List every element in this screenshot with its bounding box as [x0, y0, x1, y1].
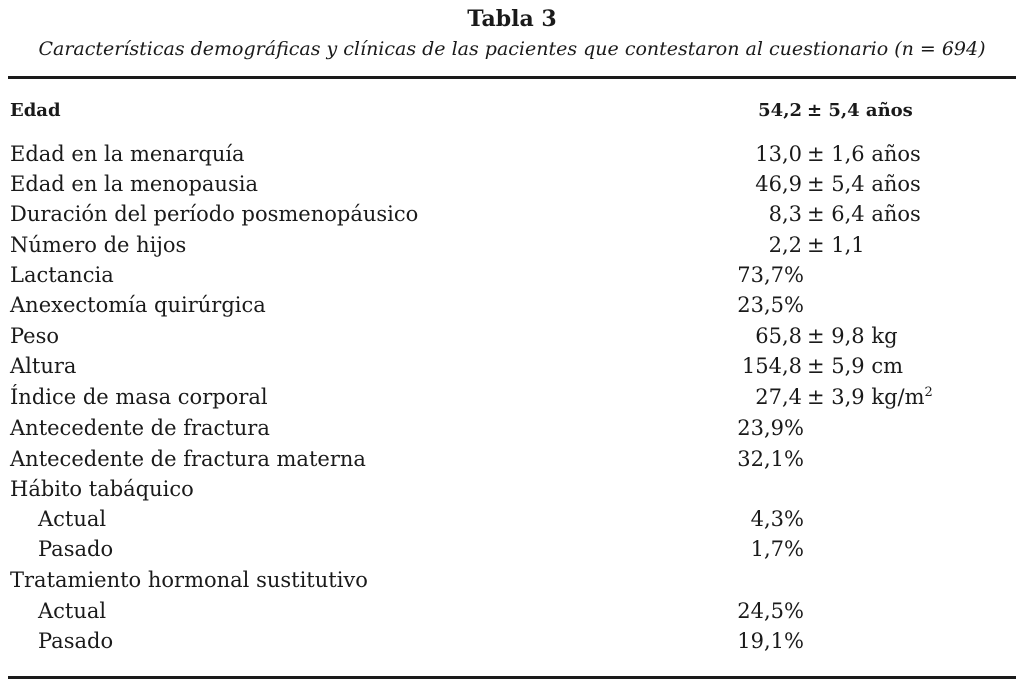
table-row	[0, 413, 1024, 443]
row-value: 23,9%	[737, 416, 804, 440]
top-rule	[8, 76, 1016, 79]
row-value-sd: ± 5,4 años	[807, 172, 921, 196]
row-value: 65,8	[755, 324, 802, 348]
row-label: Pasado	[38, 537, 114, 561]
row-value: 73,7%	[737, 263, 804, 287]
row-label: Antecedente de fractura	[10, 416, 270, 440]
table-row-group	[0, 565, 1024, 595]
unit-superscript: 2	[924, 385, 933, 400]
table-row	[0, 351, 1024, 381]
row-value: 54,2	[758, 100, 802, 121]
table-row-edad	[0, 96, 1024, 126]
table-row	[0, 139, 1024, 169]
row-value: 46,9	[755, 172, 802, 196]
row-label: Altura	[10, 354, 77, 378]
table-row	[0, 504, 1024, 534]
row-label: Tratamiento hormonal sustitutivo	[10, 568, 368, 592]
table-row	[0, 596, 1024, 626]
row-label: Actual	[38, 507, 107, 531]
table-row	[0, 321, 1024, 351]
row-label: Edad	[10, 100, 61, 121]
row-value-sd	[807, 382, 933, 412]
row-label: Número de hijos	[10, 233, 187, 257]
table-row	[0, 626, 1024, 656]
row-value: 32,1%	[737, 447, 804, 471]
row-value-sd: ± 5,9 cm	[807, 354, 904, 378]
row-value-sd: ± 6,4 años	[807, 202, 921, 226]
bottom-rule	[8, 676, 1016, 679]
table-row	[0, 382, 1024, 412]
row-label: Edad en la menopausia	[10, 172, 258, 196]
row-value-sd: ± 1,6 años	[807, 142, 921, 166]
table-row	[0, 534, 1024, 564]
table-row	[0, 230, 1024, 260]
row-label: Duración del período posmenopáusico	[10, 202, 419, 226]
table-row	[0, 260, 1024, 290]
row-value: 19,1%	[737, 629, 804, 653]
row-label: Anexectomía quirúrgica	[10, 293, 266, 317]
row-value: 24,5%	[737, 599, 804, 623]
row-label: Lactancia	[10, 263, 114, 287]
row-value-sd: ± 1,1	[807, 233, 865, 257]
row-label: Peso	[10, 324, 60, 348]
row-value: 4,3%	[750, 507, 804, 531]
row-label: Antecedente de fractura materna	[10, 447, 366, 471]
row-value: 23,5%	[737, 293, 804, 317]
table-row	[0, 290, 1024, 320]
row-label: Índice de masa corporal	[10, 385, 268, 409]
row-value: 27,4	[755, 385, 802, 409]
row-value-sd: ± 5,4 años	[807, 100, 913, 121]
table-title: Tabla 3	[467, 6, 557, 32]
row-value: 13,0	[755, 142, 802, 166]
row-label: Pasado	[38, 629, 114, 653]
row-label: Actual	[38, 599, 107, 623]
row-value: 2,2	[768, 233, 802, 257]
row-value: 1,7%	[750, 537, 804, 561]
value-text: ± 3,9 kg/m	[807, 385, 925, 409]
row-value: 154,8	[741, 354, 802, 378]
table-row-group	[0, 474, 1024, 504]
table-subtitle: Características demográficas y clínicas de las pacientes que contestaron al cuestionario (n = 694)	[38, 38, 986, 60]
table-row	[0, 169, 1024, 199]
row-label: Hábito tabáquico	[10, 477, 194, 501]
row-value: 8,3	[768, 202, 802, 226]
table-row	[0, 444, 1024, 474]
row-label: Edad en la menarquía	[10, 142, 245, 166]
table-row	[0, 199, 1024, 229]
row-value-sd: ± 9,8 kg	[807, 324, 898, 348]
